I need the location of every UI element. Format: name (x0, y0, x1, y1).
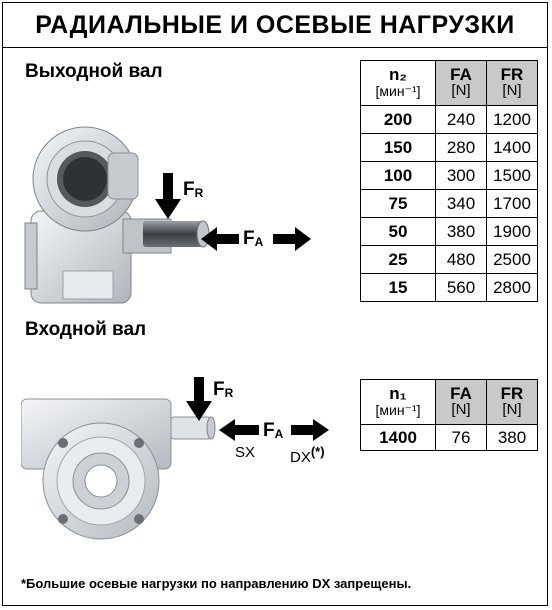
axial-force-label: $F_A$ (263, 420, 284, 441)
speed-header: n₂ [мин⁻¹] (361, 61, 436, 106)
output-shaft-load-table (360, 60, 538, 302)
speed-cell: 15 (361, 274, 436, 302)
direction-sx-label: SX (235, 444, 256, 461)
speed-cell: 1400 (361, 425, 436, 451)
axial-load-cell: 300 (436, 162, 487, 190)
table-row (361, 246, 538, 274)
document-frame (2, 2, 548, 606)
axial-load-header: FA [N] (436, 61, 487, 106)
axial-load-cell: 280 (436, 134, 487, 162)
radial-force-arrow-icon (155, 173, 181, 221)
radial-load-cell: 380 (487, 425, 538, 451)
radial-load-cell: 1400 (487, 134, 538, 162)
table-row (361, 218, 538, 246)
axial-load-cell: 76 (436, 425, 487, 451)
axial-force-label: $F_A$ (243, 228, 264, 249)
footnote: *Большие осевые нагрузки по направлению DX запрещены. (21, 576, 412, 591)
radial-load-cell: 1200 (487, 106, 538, 134)
radial-load-cell: 1900 (487, 218, 538, 246)
radial-load-cell: 1700 (487, 190, 538, 218)
speed-cell: 50 (361, 218, 436, 246)
speed-cell: 25 (361, 246, 436, 274)
axial-load-cell: 560 (436, 274, 487, 302)
axial-force-left-arrow-icon (201, 227, 239, 251)
table-row (361, 106, 538, 134)
speed-cell: 150 (361, 134, 436, 162)
speed-cell: 75 (361, 190, 436, 218)
table-row (361, 274, 538, 302)
page-title: РАДИАЛЬНЫЕ И ОСЕВЫЕ НАГРУЗКИ (3, 3, 547, 48)
speed-header: n₁ [мин⁻¹] (361, 380, 436, 425)
axial-load-cell: 380 (436, 218, 487, 246)
direction-dx-label: DX(*) (290, 444, 325, 466)
radial-load-cell: 2800 (487, 274, 538, 302)
input-shaft-load-table (360, 379, 538, 451)
table-row (361, 425, 538, 451)
speed-cell: 200 (361, 106, 436, 134)
radial-load-header: FR [N] (487, 61, 538, 106)
axial-load-cell: 340 (436, 190, 487, 218)
radial-force-label: $F_R$ (183, 179, 204, 200)
axial-load-cell: 480 (436, 246, 487, 274)
axial-force-right-arrow-icon (273, 227, 311, 251)
axial-force-left-arrow-icon (219, 419, 259, 441)
radial-force-label: $F_R$ (213, 379, 234, 400)
radial-load-header: FR [N] (487, 380, 538, 425)
axial-load-cell: 240 (436, 106, 487, 134)
radial-force-arrow-icon (186, 377, 212, 423)
axial-load-header: FA [N] (436, 380, 487, 425)
axial-force-right-arrow-icon (291, 419, 329, 441)
table-row (361, 134, 538, 162)
table-row (361, 190, 538, 218)
table-row (361, 162, 538, 190)
radial-load-cell: 2500 (487, 246, 538, 274)
speed-cell: 100 (361, 162, 436, 190)
radial-load-cell: 1500 (487, 162, 538, 190)
output-shaft-label: Выходной вал (25, 61, 163, 82)
input-shaft-label: Входной вал (25, 319, 147, 340)
